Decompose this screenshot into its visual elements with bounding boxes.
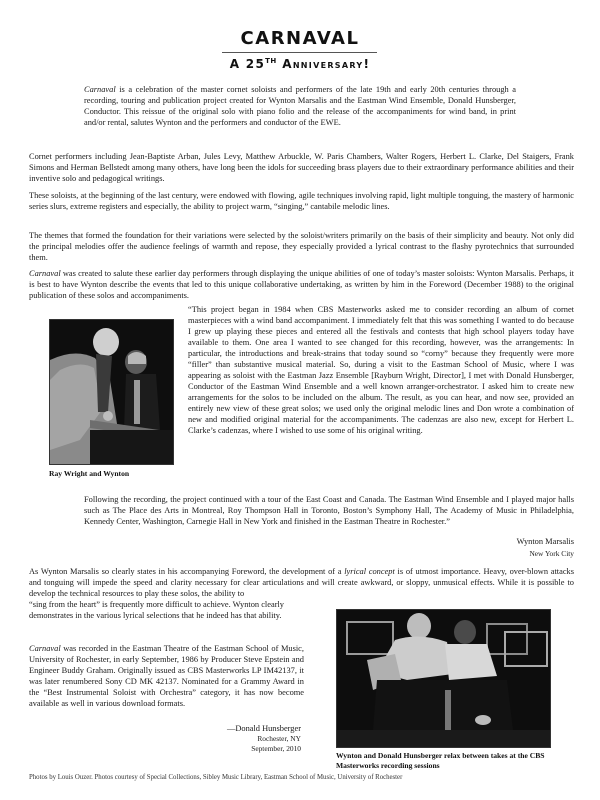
paragraph-text: is of utmost importance. Heavy, over-blown attacks and tonguing will impede the speed and clarity necessary for clear articulations and will create awkward, or sloppy, unmusical effects. While it is possible to develop the technical resources to play these solos, the ability to: [29, 567, 574, 598]
document-title: CARNAVAL: [240, 28, 360, 49]
photo-image: [50, 320, 173, 464]
lyrical-concept-italic: lyrical concept: [344, 567, 395, 576]
intro-text: is a celebration of the master cornet soloists and performers of the late 19th and early 20th centuries through a recording, touring and publication project created for Wynton Marsalis and the Eastman Wind Ensemble, Donald Hunsberger, Conductor. This reissue of the original solo with piano folio and the release of the accompaniments for wind band, in print and/or rental, salutes Wynton and the performers and conductor of the EWE.: [84, 85, 516, 127]
paragraph-text: As Wynton Marsalis so clearly states in his accompanying Foreword, the development of a: [29, 567, 345, 576]
signature-city: New York City: [529, 549, 574, 558]
quote-marsalis-part1: “This project began in 1984 when CBS Masterworks asked me to consider recording an album of cornet masterpieces with a wind band accompaniment. I immediately felt that this was something I wanted to do because I grew up playing these pieces and entered all the festivals and contests that high school players today have available to them. One area I wanted to see changed for this recording, however, was the arrangements: In particular, the introductions and break-strains that today sound so “corny” because they frequently were more “filler” than substantive musical material. So, during a visit to the Eastman School of Music, where I was appearing as soloist with the Eastman Jazz Ensemble [Rayburn Wright, Director], I met with Donald Hunsberger, Conductor of the Eastman Wind Ensemble and a well known arranger-orchestrator. I asked him to create new arrangements for the solos to be included on the album. The result, as you can hear, and now see, provided an entirely new view of these great solos; we used only the original melodic lines and Don wrote a combination of new and modified original material for the accompaniments. The cadenzas are also new, except for Herbert L. Clarke’s cadenzas, where I wished to use some of his original writing.: [188, 305, 574, 435]
photo-wynton-and-hunsberger: [336, 609, 551, 748]
paragraph-carnaval-created: [29, 268, 574, 301]
album-title-italic: Carnaval: [29, 269, 61, 278]
photo-caption: Ray Wright and Wynton: [49, 469, 130, 478]
paragraph-text: was created to salute these earlier day performers through displaying the unique abilities of one of today’s master soloists: Wynton Marsalis. Perhaps, it is best to have Wynton describe the events that led to this unique collaborative undertaking, as written by him in the Foreword (December 1988) to the original publication of these solos and accompaniments.: [29, 269, 574, 300]
subtitle-text: A 25: [229, 57, 266, 71]
quote-signature: [517, 536, 574, 559]
closing-signature: [200, 723, 301, 754]
paragraph-text: was recorded in the Eastman Theatre of the Eastman School of Music, University of Rochester, in early September, 1986 by Producer Steve Epstein and Engineer Buddy Graham. Originally issued as CBS Masterworks LP IM42137, it was later renumbered Sony CD MK 42137. Nominated for a Grammy Award in the “Best Instrumental Soloist with Orchestra” category, it has now become available as well in various download formats.: [29, 644, 304, 708]
title-divider: [222, 52, 377, 53]
subtitle-superscript: TH: [265, 57, 277, 65]
quote-marsalis-part2: Following the recording, the project continued with a tour of the East Coast and Canada. The Eastman Wind Ensemble and I played major halls such as The Place des Arts in Montreal, Roy Thompson Hall in Toronto, Boston’s Symphony Hall, The Academy of Music in Philadelphia, Kennedy Center, Washington, Carnegie Hall in New York and finished in the Eastman Theatre in Rochester.”: [84, 495, 574, 526]
paragraph-cornet-performers: Cornet performers including Jean-Baptiste Arban, Jules Levy, Matthew Arbuckle, W. Paris Chambers, Walter Rogers, Herbert L. Clarke, Del Staigers, Frank Simons and Herman Bellstedt among many others, have long been the idols for succeeding brass players due to their extraordinary performance abilities and their inventive solo and pedagogical writings.: [29, 152, 574, 183]
signature-name: Wynton Marsalis: [516, 537, 574, 546]
paragraph-recording-info: [29, 643, 304, 709]
photo-ray-wright-and-wynton: [49, 319, 174, 465]
document-subtitle: [0, 57, 600, 71]
paragraph-themes: The themes that formed the foundation for their variations were selected by the soloist/writers primarily on the basis of their simplicity and beauty. Not only did the principal melodies offer the audience feelings of warmth and repose, they especially provided a lyrical contrast to the flashy pyrotechnics that surrounded them.: [29, 231, 574, 262]
signature-name: —Donald Hunsberger: [226, 724, 301, 733]
photo-caption: Wynton and Donald Hunsberger relax between takes at the CBS Masterworks recording sessions: [336, 751, 545, 770]
photo-credit: Photos by Louis Ouzer. Photos courtesy of Special Collections, Sibley Music Library, Eastman School of Music, University of Rochester: [29, 774, 403, 781]
paragraph-lyrical-concept: [29, 566, 574, 599]
signature-city: Rochester, NY: [257, 734, 301, 743]
album-title-italic: Carnaval: [29, 644, 61, 653]
album-title-italic: Carnaval: [84, 85, 116, 94]
intro-paragraph: [84, 84, 516, 128]
photo-image: [337, 610, 550, 747]
paragraph-sing-from-heart: “sing from the heart” is frequently more difficult to achieve. Wynton clearly demonstrates in the various lyrical selections that he indeed has that ability.: [29, 600, 284, 620]
subtitle-text-end: Anniversary!: [276, 57, 371, 71]
signature-date: September, 2010: [251, 744, 301, 753]
paragraph-soloists: These soloists, at the beginning of the last century, were endowed with flowing, agile techniques involving rapid, light multiple tonguing, the mastery of harmonic series slurs, extreme registers and especially, the ability to project warm, “singing,” cantabile melodic lines.: [29, 191, 574, 211]
